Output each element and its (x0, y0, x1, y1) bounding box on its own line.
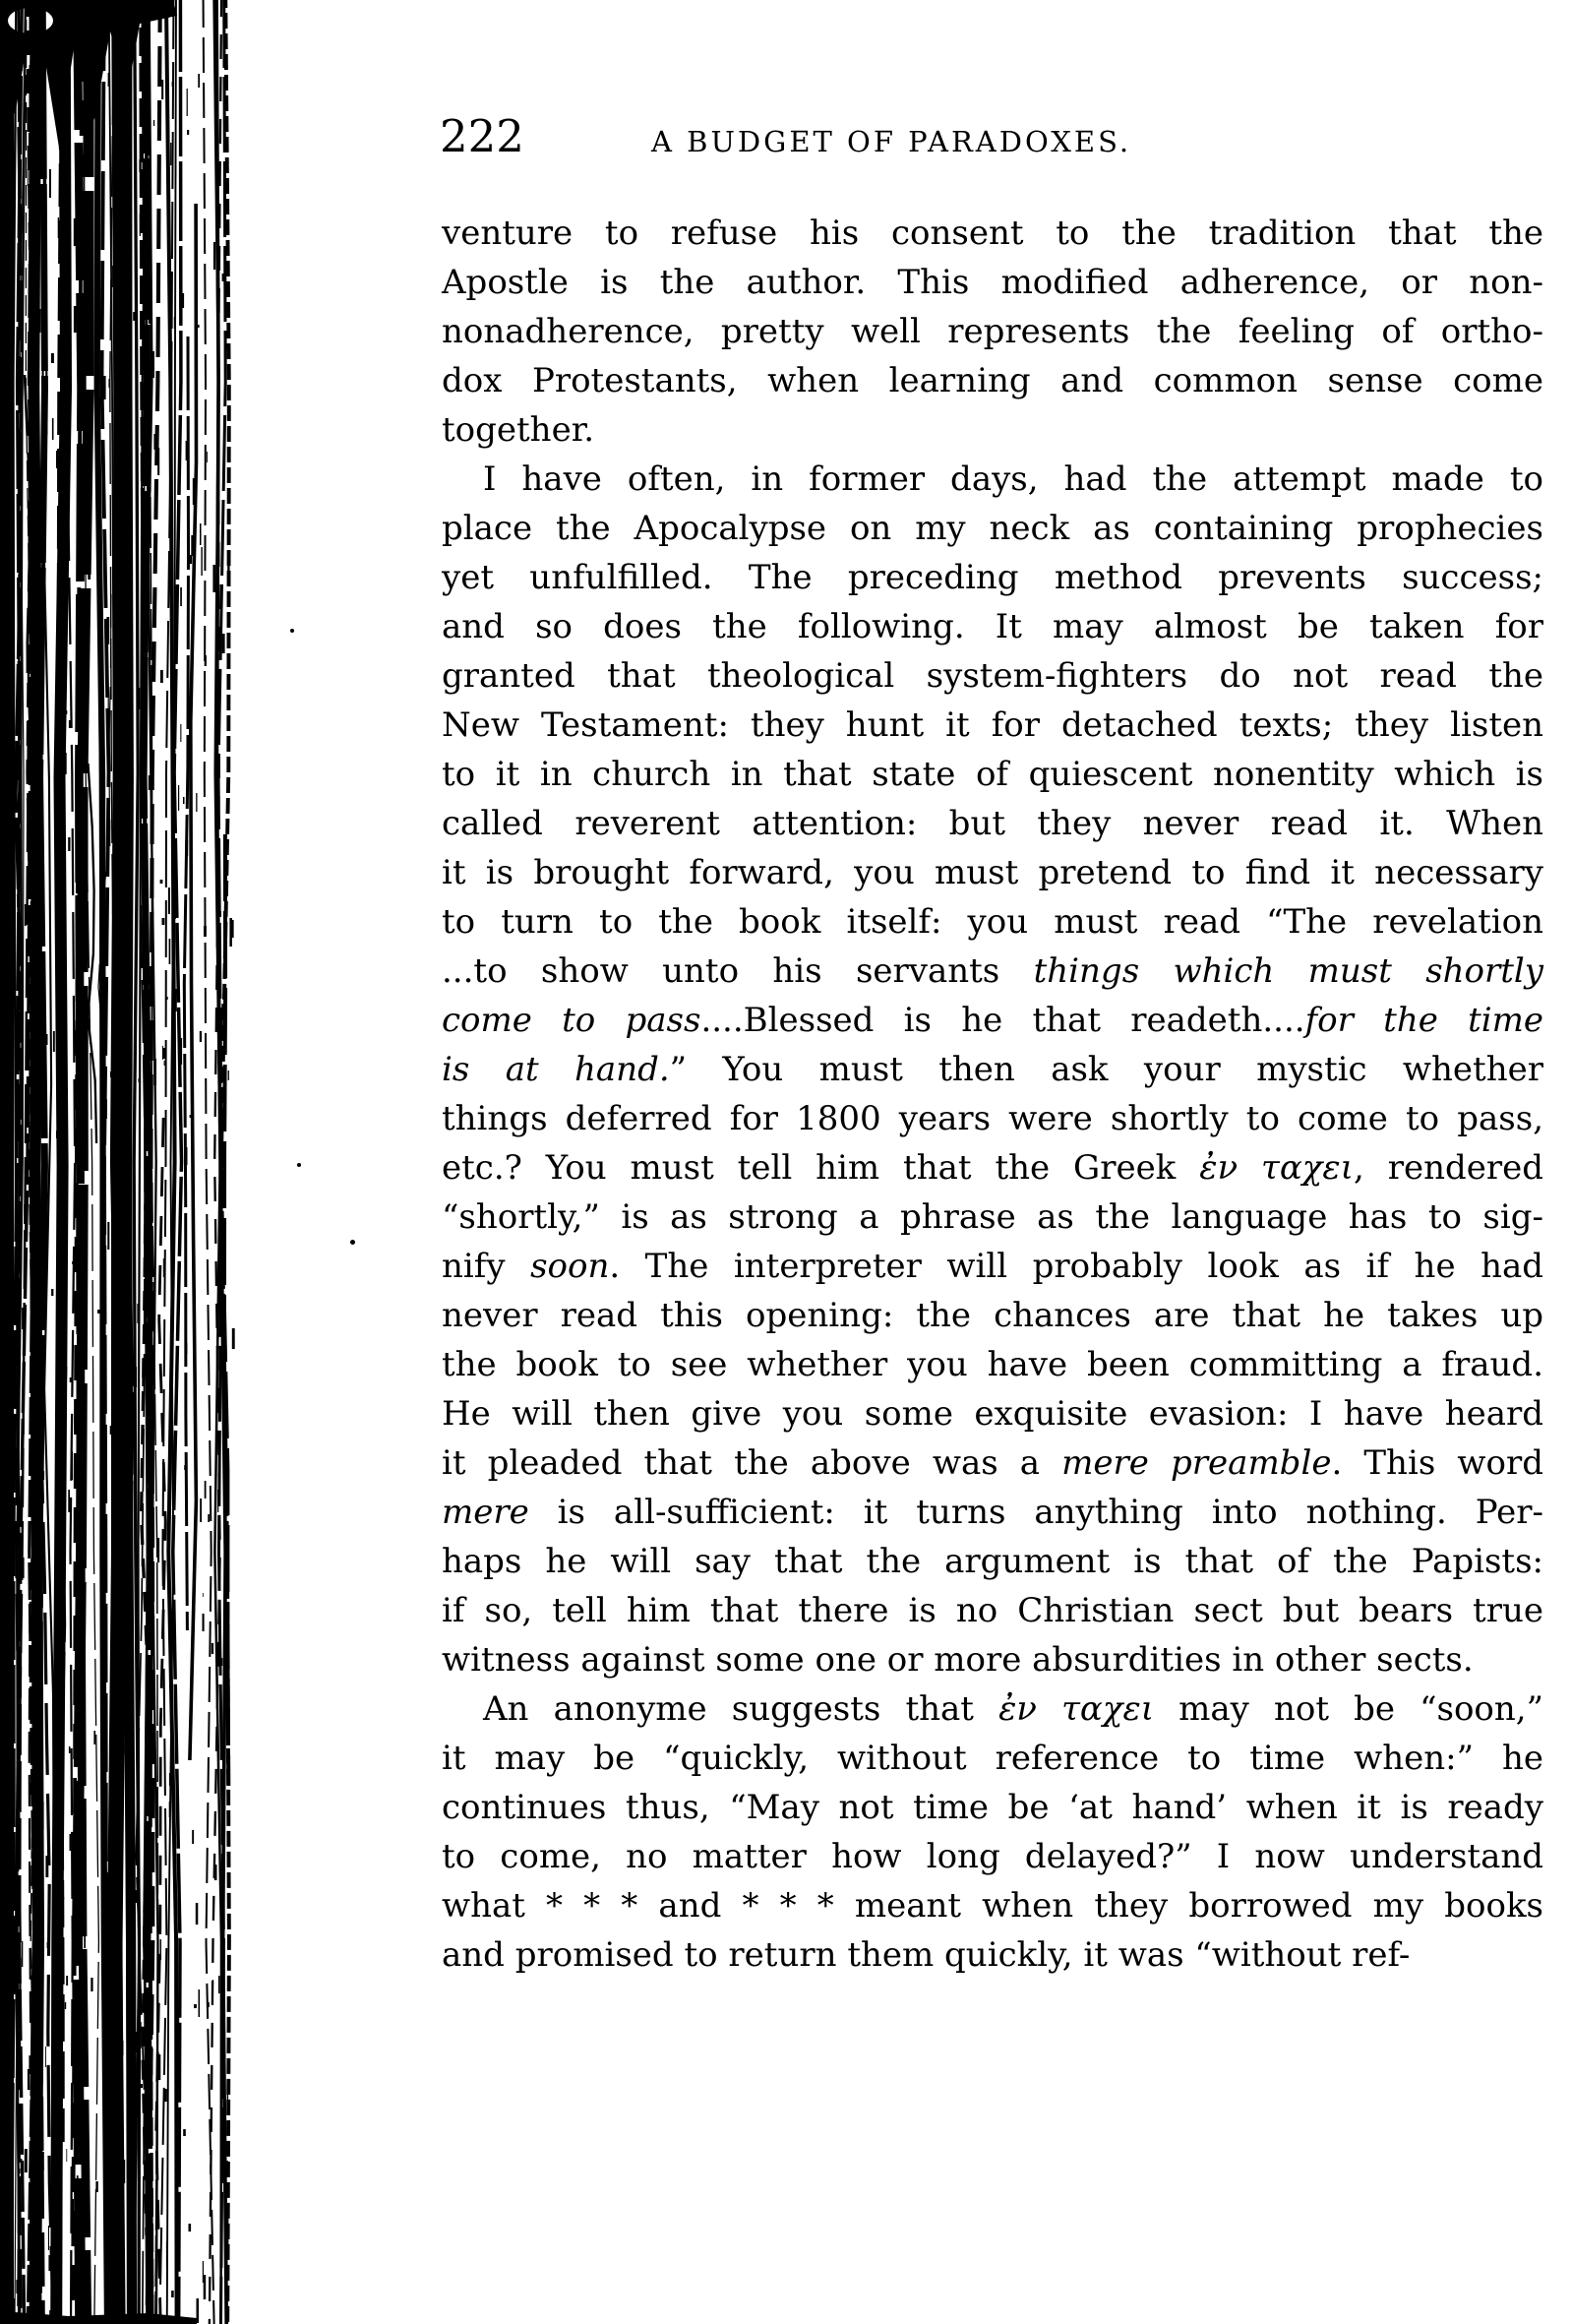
text-line: haps he will say that the argument is that of the Papists: (442, 1542, 1543, 1581)
paragraph (442, 455, 1543, 1684)
text-line: what * * * and * * * meant when they borrowed my books (442, 1886, 1543, 1926)
text-line: if so, tell him that there is no Christian sect but bears true (442, 1591, 1543, 1630)
page-number: 222 (440, 110, 524, 162)
text-line: things deferred for 1800 years were shortly to come to pass, (442, 1099, 1543, 1138)
paragraph (442, 209, 1543, 455)
text-line: together. (442, 410, 595, 450)
text-line: dox Protestants, when learning and common sense come (442, 361, 1543, 400)
text-line: never read this opening: the chances are that he takes up (442, 1296, 1543, 1335)
text-line: He will then give you some exquisite evasion: I have heard (442, 1394, 1543, 1434)
ink-speck (297, 1163, 301, 1167)
text-line: is at hand.” You must then ask your mystic whether (442, 1050, 1543, 1089)
text-line: I have often, in former days, had the attempt made to (483, 459, 1543, 499)
text-line: New Testament: they hunt it for detached texts; they listen (442, 705, 1543, 745)
book-gutter-scan-texture (0, 0, 275, 2324)
text-line: venture to refuse his consent to the tradition that the (442, 214, 1543, 253)
text-line: and promised to return them quickly, it was “without ref- (442, 1935, 1411, 1975)
text-line: nonadherence, pretty well represents the feeling of ortho- (442, 312, 1543, 351)
text-line: mere is all-sufficient: it turns anything into nothing. Per- (442, 1493, 1543, 1532)
running-title: A BUDGET OF PARADOXES. (651, 125, 1132, 158)
text-line: ...to show unto his servants things which must shortly (442, 951, 1544, 991)
text-line: to come, no matter how long delayed?” I now understand (442, 1837, 1543, 1876)
text-line: it is brought forward, you must pretend to find it necessary (442, 853, 1543, 892)
text-line: place the Apocalypse on my neck as containing prophecies (442, 509, 1543, 548)
text-line: to turn to the book itself: you must read “The revelation (442, 902, 1543, 942)
text-line: “shortly,” is as strong a phrase as the language has to sig- (442, 1197, 1543, 1237)
text-line: come to pass....Blessed is he that readeth....for the time (442, 1001, 1543, 1040)
text-line: it may be “quickly, without reference to time when:” he (442, 1739, 1543, 1778)
text-line: witness against some one or more absurdities in other sects. (442, 1640, 1474, 1680)
text-line: it pleaded that the above was a mere preamble. This word (442, 1443, 1543, 1483)
ink-speck (290, 629, 294, 633)
text-line: nify soon. The interpreter will probably look as if he had (442, 1247, 1543, 1286)
ink-speck (350, 1240, 355, 1245)
text-line: granted that theological system-fighters do not read the (442, 656, 1543, 696)
text-line: called reverent attention: but they never read it. When (442, 804, 1543, 843)
paragraph (442, 1684, 1543, 1980)
text-line: to it in church in that state of quiescent nonentity which is (442, 755, 1543, 794)
text-line: and so does the following. It may almost be taken for (442, 607, 1543, 646)
body-text (442, 209, 1543, 1980)
text-line: continues thus, “May not time be ‘at hand’ when it is ready (442, 1788, 1543, 1827)
text-line: the book to see whether you have been committing a fraud. (442, 1345, 1543, 1384)
text-line: An anonyme suggests that ἐν ταχει may not be “soon,” (483, 1689, 1543, 1729)
text-line: etc.? You must tell him that the Greek ἐν ταχει, rendered (442, 1148, 1543, 1188)
text-line: Apostle is the author. This modified adherence, or non- (442, 263, 1543, 302)
text-line: yet unfulfilled. The preceding method prevents success; (442, 558, 1543, 597)
